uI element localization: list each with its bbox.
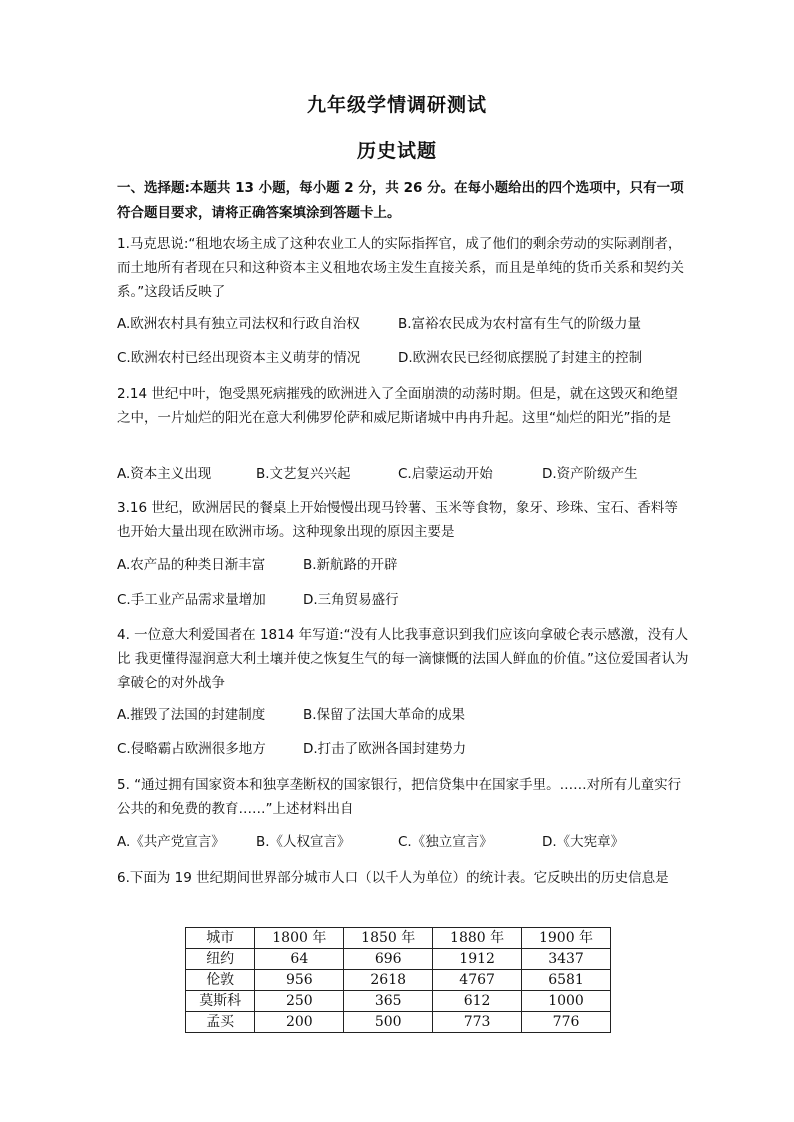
table-cell: 956 (255, 970, 344, 991)
question-3-stem: 3.16 世纪，欧洲居民的餐桌上开始慢慢出现马铃薯、玉米等食物，象牙、珍珠、宝石、香料等也开始大量出现在欧洲市场。这种现象出现的原因主要是 (117, 500, 678, 540)
table-cell: 伦敦 (186, 970, 255, 991)
question-3-option-d: D.三角贸易盛行 (303, 592, 399, 608)
table-row (186, 970, 611, 991)
population-table (185, 927, 611, 1033)
table-row (186, 949, 611, 970)
table-cell: 3437 (522, 949, 611, 970)
question-5-option-d: D.《大宪章》 (542, 834, 625, 850)
exam-title: 九年级学情调研测试 (306, 94, 487, 116)
table-cell: 612 (433, 991, 522, 1012)
table-cell: 2618 (344, 970, 433, 991)
table-header-cell: 城市 (186, 928, 255, 949)
question-2-option-b: B.文艺复兴兴起 (256, 466, 351, 482)
question-2-option-c: C.启蒙运动开始 (398, 466, 493, 482)
question-4-option-b: B.保留了法国大革命的成果 (303, 707, 466, 723)
table-cell: 250 (255, 991, 344, 1012)
question-2-option-d: D.资产阶级产生 (542, 466, 638, 482)
question-5-option-c: C.《独立宣言》 (398, 834, 493, 850)
table-row (186, 1012, 611, 1033)
question-1-stem: 1.马克思说:“租地农场主成了这种农业工人的实际指挥官，成了他们的剩余劳动的实际剥削者，而土地所有者现在只和这种资本主义租地农场主发生直接关系，而且是单纯的货币关系和契约关系。”这段话反映了 (117, 236, 684, 300)
table-row (186, 991, 611, 1012)
table-cell: 696 (344, 949, 433, 970)
table-header-row (186, 928, 611, 949)
table-cell: 6581 (522, 970, 611, 991)
table-cell: 莫斯科 (186, 991, 255, 1012)
exam-subject: 历史试题 (356, 140, 437, 162)
table-cell: 纽约 (186, 949, 255, 970)
question-4-option-c: C.侵略霸占欧洲很多地方 (117, 741, 266, 757)
question-6-stem: 6.下面为 19 世纪期间世界部分城市人口（以千人为单位）的统计表。它反映出的历史信息是 (117, 870, 669, 886)
question-4-option-d: D.打击了欧洲各国封建势力 (303, 741, 467, 757)
table-header-cell: 1850 年 (344, 928, 433, 949)
table-cell: 773 (433, 1012, 522, 1033)
table-cell: 孟买 (186, 1012, 255, 1033)
table-cell: 1000 (522, 991, 611, 1012)
table-cell: 200 (255, 1012, 344, 1033)
question-1-option-d: D.欧洲农民已经彻底摆脱了封建主的控制 (398, 350, 643, 366)
question-4-stem: 4. 一位意大利爱国者在 1814 年写道:“没有人比我事意识到我们应该向拿破仑表示感激，没有人比 我更懂得湿润意大利土壤并使之恢复生气的每一滴慷慨的法国人鲜血的价值。”这位爱国者认为拿破仑的对外战争 (117, 627, 689, 691)
table-cell: 1912 (433, 949, 522, 970)
section-instruction: 一、选择题:本题共 13 小题，每小题 2 分，共 26 分。在每小题给出的四个选项中，只有一项符合题目要求，请将正确答案填涂到答题卡上。 (117, 180, 684, 221)
table-cell: 776 (522, 1012, 611, 1033)
question-3-option-b: B.新航路的开辟 (303, 557, 398, 573)
table-cell: 365 (344, 991, 433, 1012)
table-header-cell: 1880 年 (433, 928, 522, 949)
question-2-option-a: A.资本主义出现 (117, 466, 212, 482)
question-1-option-b: B.富裕农民成为农村富有生气的阶级力量 (398, 316, 642, 332)
question-3-option-a: A.农产品的种类日渐丰富 (117, 557, 266, 573)
question-3-option-c: C.手工业产品需求量增加 (117, 592, 266, 608)
table-cell: 500 (344, 1012, 433, 1033)
table-cell: 4767 (433, 970, 522, 991)
question-5-option-a: A.《共产党宣言》 (117, 834, 225, 850)
question-5-stem: 5. “通过拥有国家资本和独享垄断权的国家银行，把信贷集中在国家手里。……对所有儿童实行公共的和免费的教育……”上述材料出自 (117, 777, 682, 817)
question-2-stem: 2.14 世纪中叶，饱受黑死病摧残的欧洲进入了全面崩溃的动荡时期。但是，就在这毁灭和绝望之中，一片灿烂的阳光在意大利佛罗伦萨和威尼斯诸城中冉冉升起。这里“灿烂的阳光”指的是 (117, 386, 678, 426)
table-header-cell: 1900 年 (522, 928, 611, 949)
question-1-option-a: A.欧洲农村具有独立司法权和行政自治权 (117, 316, 360, 332)
question-4-option-a: A.摧毁了法国的封建制度 (117, 707, 266, 723)
question-5-option-b: B.《人权宣言》 (256, 834, 351, 850)
question-1-option-c: C.欧洲农村已经出现资本主义萌芽的情况 (117, 350, 361, 366)
table-cell: 64 (255, 949, 344, 970)
table-header-cell: 1800 年 (255, 928, 344, 949)
